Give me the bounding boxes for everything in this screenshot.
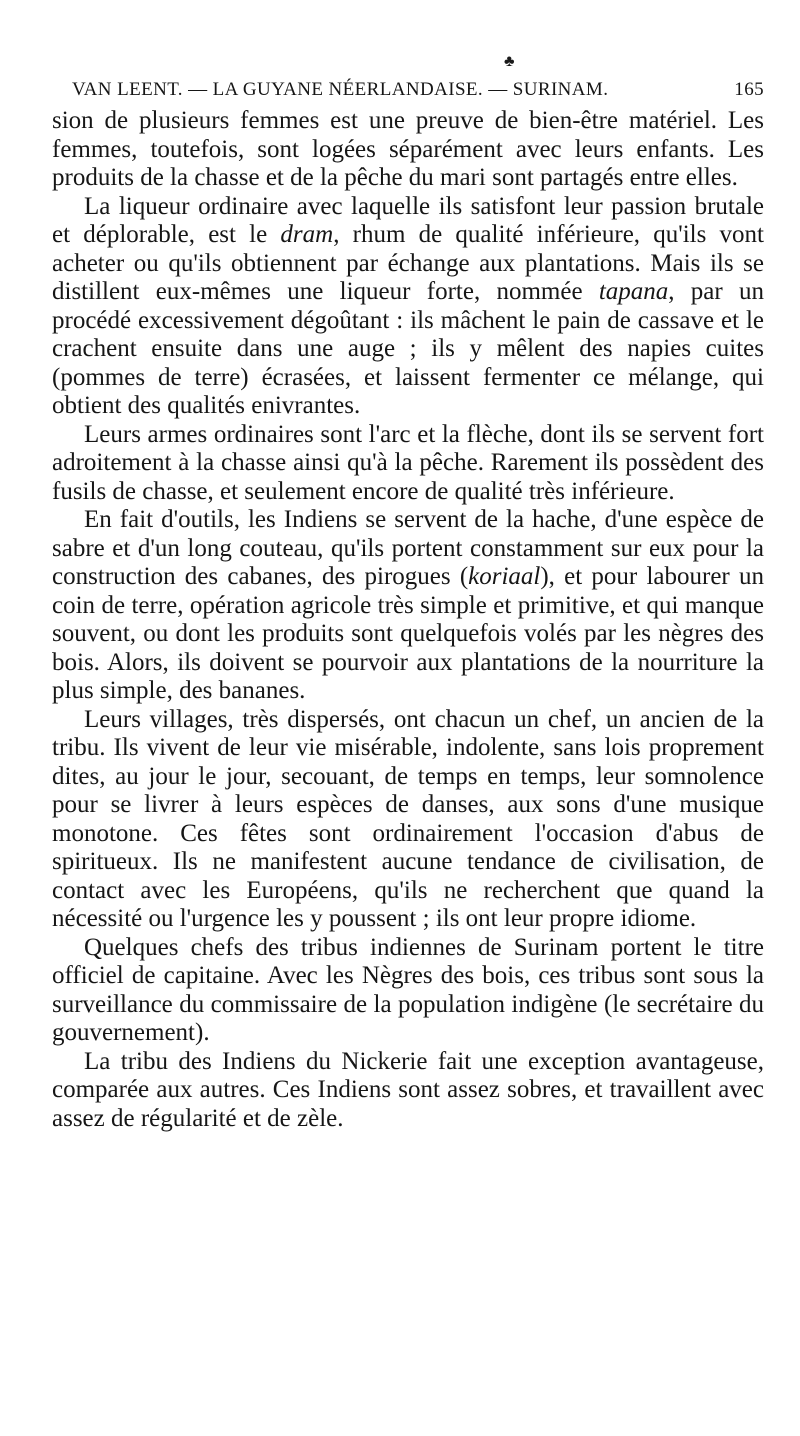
paragraph [52, 193, 764, 421]
paragraph-text: Leurs villages, très dispersés, ont chacun un chef, un ancien de la tribu. Ils vivent de leur vie misérable, indolente, sans lois proprement dites, au jour le jour, secouant, de temps en temps, leur somnolence pour se livrer à leurs espèces de danses, aux sons d'une musique monotone. Ces fêtes sont ordinairement l'occasion d'abus de spiritueux. Ils ne manifestent aucune tendance de civilisation, de contact avec les Européens, qu'ils ne recherchent que quand la nécessité ou l'urgence les y poussent ; ils ont leur propre idiome. [52, 705, 764, 932]
ornament-mark: ♣ [504, 53, 515, 70]
paragraph [52, 107, 764, 193]
paragraph-text: Leurs armes ordinaires sont l'arc et la flèche, dont ils se servent fort adroitement à la chasse ainsi qu'à la pêche. Rarement ils possèdent des fusils de chasse, et seulement encore de qualité très inférieure. [52, 420, 764, 505]
paragraph-text: , rhum de qualité inférieure, qu'ils vont acheter ou qu'ils obtiennent par échange aux plantations. Mais ils se distillent eux-mêmes une liqueur forte, nommée [52, 221, 764, 305]
paragraph [52, 1048, 764, 1134]
paragraph [52, 934, 764, 1048]
paragraph-text: sion de plusieurs femmes est une preuve de bien-être matériel. Les femmes, toutefois, sont logées séparément avec leurs enfants. Les produits de la chasse et de la pêche du mari sont partagés entre elles. [52, 107, 764, 191]
paragraph-text: La tribu des Indiens du Nickerie fait une exception avantageuse, comparée aux autres. Ces Indiens sont assez sobres, et travaillent avec assez de régularité et de zèle. [52, 1047, 764, 1132]
paragraph-text: Quelques chefs des tribus indiennes de Surinam portent le titre officiel de capitaine. Avec les Nègres des bois, ces tribus sont sous la surveillance du commissaire de la population indigène (le secrétaire du gouvernement). [52, 933, 764, 1046]
running-title: VAN LEENT. — LA GUYANE NÉERLANDAISE. — SURINAM. [72, 79, 609, 100]
page-number: 165 [734, 79, 764, 100]
body-text [52, 107, 764, 1133]
paragraph-text: , par un procédé excessivement dégoûtant : ils mâchent le pain de cassave et le crachent ensuite dans une auge ; ils y mêlent des napies cuites (pommes de terre) écrasées, et laissent fermenter ce mélange, qui obtient des qualités enivrantes. [52, 278, 765, 419]
paragraph [52, 706, 764, 934]
paragraph-text: La liqueur ordinaire avec laquelle ils satisfont leur passion brutale et déplorable, est le [52, 192, 764, 248]
paragraph-text: ), et pour labourer un coin de terre, opération agricole très simple et primitive, et qui manque souvent, ou dont les produits sont quelquefois volés par les nègres des bois. Alors, ils doivent se pourvoir aux plantations de la nourriture la plus simple, des bananes. [52, 563, 764, 704]
italic-term: koriaal [468, 563, 541, 590]
italic-term: dram [280, 221, 334, 248]
paragraph [52, 506, 764, 706]
paragraph-text: En fait d'outils, les Indiens se servent de la hache, d'une espèce de sabre et d'un long couteau, qu'ils portent constamment sur eux pour la construction des cabanes, des pirogues ( [52, 506, 764, 590]
italic-term: tapana [598, 278, 669, 305]
paragraph [52, 421, 764, 507]
